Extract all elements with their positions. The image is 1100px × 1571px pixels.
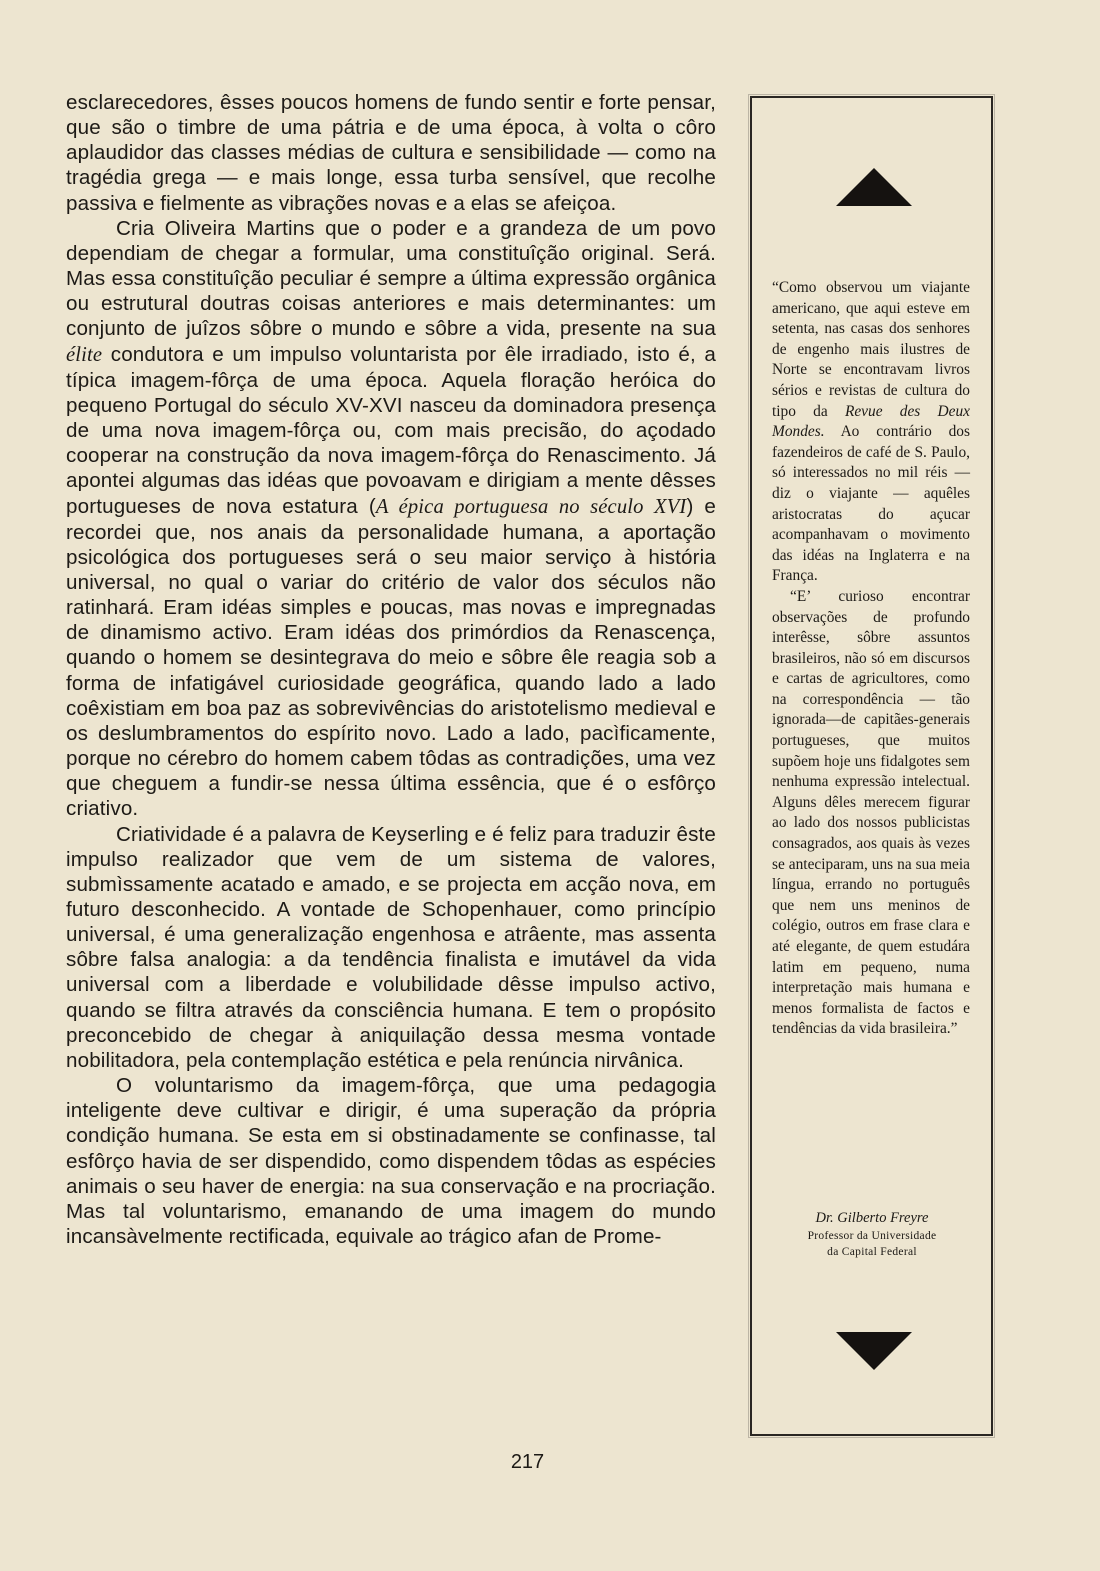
italic-text: Revue des Deux Mondes.	[772, 402, 970, 441]
text-segment: O voluntarismo da imagem-fôrça, que uma pedagogia inteligente deve cultivar e dirigir, é uma superação da própria condição humana. Se esta em si obstinadamente se confinasse, tal esfôrço havia de ser dispendido, como dispendem tôdas as espécies animais o seu haver de energia: na sua conservação e na procriação. Mas tal voluntarismo, emanando de uma imagem do mundo incansàvelmente rectificada, equivale ao trágico afan de Prome-	[66, 1074, 716, 1249]
attribution-role-line-1: Professor da Universidade	[807, 1230, 937, 1242]
main-text-column	[66, 90, 716, 1249]
text-segment: condutora e um impulso voluntarista por êle irradiado, isto é, a típica imagem-fôrça de uma época. Aquela floração heróica do pequeno Portugal do século XV-XVI nasceu da dominadora presença de uma nova imagem-fôrça ou, com mais precisão, do açodado cooperar na construção da nova imagem-fôrça do Renascimento. Já apontei algumas das idéas que povoavam e dirigiam a mente dêsses portugueses de nova estatura (	[66, 342, 716, 518]
triangle-down-icon	[836, 1332, 912, 1370]
triangle-up-icon	[836, 168, 912, 206]
text-segment: Cria Oliveira Martins que o poder e a grandeza de um povo dependiam de chegar a formular, uma constituîção original. Será. Mas essa constituîção peculiar é sempre a última expressão orgânica ou estrutural doutras coisas anteriores e mais determinantes: um conjunto de juîzos sôbre o mundo e sôbre a vida, presente na sua	[66, 216, 716, 341]
main-paragraph	[66, 90, 716, 216]
sidebar-quote	[772, 278, 970, 1040]
text-segment: ) e recordei que, nos anais da personalidade humana, a aportação psicológica dos portugueses será o seu maior serviço à história universal, no qual o variar do critério de valor dos séculos não ratinhará. Eram idéas simples e poucas, mas novas e impregnadas de dinamismo activo. Eram idéas dos primórdios da Renascença, quando o homem se desintegrava do meio e sôbre êle reagia sob a forma de infatigável curiosidade geográfica, quando lado a lado coêxistiam em boa paz as sobrevivências do aristotelismo medieval e os deslumbramentos do espírito novo. Lado a lado, pacìficamente, porque no cérebro do homem cabem tôdas as contradições, uma vez que cheguem a fundir-se nessa última essência, que é o esfôrço criativo.	[66, 494, 716, 821]
quote-attribution	[762, 1208, 982, 1260]
text-segment: Criatividade é a palavra de Keyserling e é feliz para traduzir êste impulso realizador que vem de um sistema de valores, submìssamente acatado e amado, e se projecta em acção nova, em futuro desconhecido. A vontade de Schopenhauer, como princípio universal, é uma generalização engenhosa e atrâente, mas assenta sôbre falsa analogia: a da tendência finalista e imutável da vida universal com a liberdade e volubilidade dêsse impulso activo, quando se filtra através da consciência humana. E tem o propósito preconcebido de chegar à aniquilação dessa mesma vontade nobilitadora, pela contemplação estética e pela renúncia nirvânica.	[66, 822, 716, 1072]
attribution-role-line-2: da Capital Federal	[827, 1246, 917, 1258]
main-paragraph	[66, 216, 716, 822]
text-segment: “Como observou um viajante americano, que aqui esteve em setenta, nas casas dos senhores de engenho mais ilustres de Norte se encontravam livros sérios e revistas de cultura do tipo da	[772, 279, 970, 420]
italic-text: élite	[66, 343, 103, 366]
text-segment: “E’ curioso encontrar observações de profundo interêsse, sôbre assuntos brasileiros, não só em discursos e cartas de agricultores, como na correspondência — tão ignorada—de capitães-generais portugueses, que muitos supõem hoje uns fidalgotes sem nenhuma expressão intelectual. Alguns dêles merecem figurar ao lado dos nossos publicistas consagrados, aos quais às vezes se anteciparam, uns na sua meia língua, errando no português que nem uns meninos de colégio, outros em frase clara e até elegante, de quem estudára latim em pequeno, numa interpretação mais humana e menos formalista de factos e tendências da vida brasileira.”	[772, 587, 970, 1038]
main-paragraph	[66, 1073, 716, 1249]
text-segment: Ao contrário dos fazendeiros de café de S. Paulo, só interessados no mil réis — diz o viajante — aquêles aristocratas do açucar acompanhavam o movimento das idéas na Inglaterra e na França.	[772, 423, 970, 585]
attribution-name: Dr. Gilberto Freyre	[815, 1210, 929, 1226]
page-number: 217	[510, 1451, 545, 1473]
sidebar-quote-box	[750, 96, 993, 1436]
quote-paragraph	[772, 587, 970, 1040]
quote-paragraph	[772, 278, 970, 587]
italic-text: A épica portuguesa no século XVI	[375, 495, 687, 518]
main-paragraph	[66, 822, 716, 1074]
text-segment: esclarecedores, êsses poucos homens de fundo sentir e forte pensar, que são o timbre de uma pátria e de uma época, à volta o côro aplaudidor das classes médias de cultura e sensibilidade — como na tragédia grega — e mais longe, essa turba sensível, que recolhe passiva e fielmente as vibrações novas e a elas se afeiçoa.	[66, 91, 716, 215]
